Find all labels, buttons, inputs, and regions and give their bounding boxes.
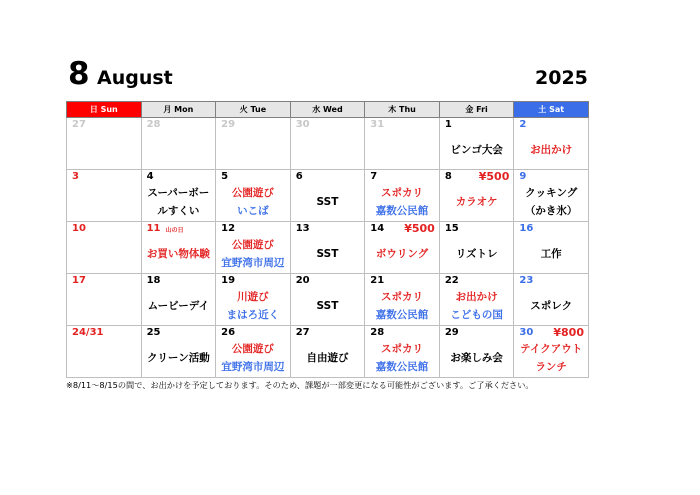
day-number: 18 — [146, 275, 161, 286]
day-cell — [216, 222, 291, 274]
month-number: 8 — [68, 56, 90, 92]
day-number: 24/31 — [72, 327, 104, 338]
event-lines — [440, 184, 514, 219]
day-cell — [67, 326, 142, 378]
day-number: 30 — [519, 327, 534, 338]
day-number: 31 — [370, 119, 385, 130]
day-number: 15 — [444, 223, 459, 234]
day-number: 26 — [221, 327, 236, 338]
year: 2025 — [535, 67, 588, 89]
event-title: スポレク — [530, 299, 573, 312]
day-number: 8 — [444, 171, 452, 182]
weekday-sun: 日 Sun — [67, 102, 142, 118]
event-title: 工作 — [540, 247, 562, 260]
day-number: 23 — [519, 275, 534, 286]
event-lines — [291, 184, 365, 219]
day-number: 7 — [370, 171, 378, 182]
event-lines — [291, 236, 365, 271]
weekday-thu: 木 Thu — [365, 102, 440, 118]
event-title: 公園遊び — [231, 342, 274, 355]
event-lines — [365, 288, 439, 323]
day-cell — [439, 118, 514, 170]
event-lines — [365, 236, 439, 271]
price-label: ¥500 — [404, 222, 435, 235]
event-lines — [514, 236, 588, 271]
event-location: 宜野湾市周辺 — [221, 360, 285, 373]
day-cell — [290, 274, 365, 326]
day-cell — [439, 326, 514, 378]
event-title: ルすくい — [157, 204, 200, 217]
day-number: 16 — [519, 223, 534, 234]
day-cell — [141, 274, 216, 326]
day-number: 20 — [295, 275, 310, 286]
event-lines — [365, 340, 439, 375]
event-title: カラオケ — [455, 195, 498, 208]
day-cell — [514, 118, 589, 170]
event-lines — [216, 236, 290, 271]
event-title: スーパーボー — [147, 186, 210, 199]
week-row — [67, 170, 589, 222]
price-label: ¥500 — [478, 170, 510, 183]
event-location: いこば — [237, 204, 269, 217]
day-number: 27 — [295, 327, 310, 338]
event-lines — [291, 288, 365, 323]
day-number: 4 — [146, 171, 154, 182]
weekday-wed: 水 Wed — [290, 102, 365, 118]
event-lines — [291, 340, 365, 375]
event-lines — [440, 236, 514, 271]
day-cell — [216, 326, 291, 378]
price-label: ¥800 — [553, 326, 584, 339]
day-cell — [514, 326, 589, 378]
day-number: 1 — [444, 119, 452, 130]
day-number: 14 — [370, 223, 385, 234]
event-title: クリーン活動 — [146, 351, 210, 364]
day-cell — [216, 118, 291, 170]
event-title: （かき氷） — [524, 204, 578, 217]
event-title: SST — [316, 299, 339, 312]
day-cell — [141, 222, 216, 274]
day-cell — [365, 170, 440, 222]
footer-note: ※8/11～8/15の間で、お出かけを予定しております。そのため、課題が一部変更になる可能性がございます。ご了承ください。 — [66, 380, 534, 390]
day-number: 21 — [370, 275, 385, 286]
event-location: 宜野湾市周辺 — [221, 256, 285, 269]
day-cell — [365, 222, 440, 274]
day-number: 3 — [72, 171, 79, 182]
event-lines — [142, 340, 216, 375]
day-cell — [67, 170, 142, 222]
week-row — [67, 326, 589, 378]
event-lines — [142, 236, 216, 271]
event-lines — [514, 288, 588, 323]
day-cell — [439, 170, 514, 222]
day-number: 17 — [72, 275, 86, 286]
day-number: 19 — [221, 275, 236, 286]
day-number: 25 — [146, 327, 161, 338]
day-cell — [290, 326, 365, 378]
day-cell — [290, 222, 365, 274]
event-lines — [514, 340, 588, 375]
event-lines — [142, 288, 216, 323]
event-location: こどもの国 — [450, 308, 503, 321]
event-title: クッキング — [525, 186, 578, 199]
event-title: ビンゴ大会 — [450, 143, 503, 156]
event-title: 公園遊び — [231, 186, 274, 199]
month-name: August — [97, 67, 173, 89]
day-number: 22 — [444, 275, 459, 286]
day-cell — [216, 170, 291, 222]
event-title: ムービーデイ — [147, 299, 209, 312]
day-number: 6 — [295, 171, 303, 182]
day-cell — [141, 326, 216, 378]
day-cell — [365, 326, 440, 378]
day-number: 29 — [444, 327, 459, 338]
day-number: 28 — [146, 119, 161, 130]
event-lines — [216, 288, 290, 323]
week-row — [67, 118, 589, 170]
event-lines — [440, 132, 514, 167]
event-title: お出かけ — [530, 143, 573, 156]
day-cell — [67, 274, 142, 326]
day-cell — [365, 118, 440, 170]
weekday-fri: 金 Fri — [439, 102, 514, 118]
holiday-label: 山の日 — [165, 227, 184, 234]
event-title: 川遊び — [237, 290, 269, 303]
event-title: 自由遊び — [306, 351, 349, 364]
day-number: 11 — [146, 223, 161, 234]
event-lines — [365, 184, 439, 219]
calendar-grid — [66, 101, 589, 378]
day-number: 2 — [519, 119, 527, 130]
day-number: 28 — [370, 327, 385, 338]
day-number: 29 — [221, 119, 236, 130]
event-location: 嘉数公民館 — [375, 308, 429, 321]
week-row — [67, 222, 589, 274]
day-cell — [290, 118, 365, 170]
day-cell — [67, 222, 142, 274]
event-lines — [216, 184, 290, 219]
event-location: まはろ近く — [226, 308, 280, 321]
event-lines — [142, 184, 216, 219]
day-cell — [216, 274, 291, 326]
event-title: テイクアウト — [520, 342, 583, 355]
day-cell — [290, 170, 365, 222]
day-number: 12 — [221, 223, 236, 234]
event-lines — [514, 132, 588, 167]
day-cell — [141, 170, 216, 222]
event-title: リズトレ — [455, 247, 498, 260]
day-cell — [67, 118, 142, 170]
event-lines — [440, 288, 514, 323]
day-cell — [365, 274, 440, 326]
day-cell — [141, 118, 216, 170]
day-cell — [439, 274, 514, 326]
event-title: SST — [316, 247, 339, 260]
day-cell — [514, 222, 589, 274]
day-number: 5 — [221, 171, 229, 182]
weekday-sat: 土 Sat — [514, 102, 589, 118]
event-title: スポカリ — [381, 342, 424, 355]
event-lines — [216, 340, 290, 375]
event-lines — [514, 184, 588, 219]
event-title: ボウリング — [375, 247, 429, 260]
event-title: お出かけ — [455, 290, 498, 303]
event-title: SST — [316, 195, 339, 208]
event-title: 公園遊び — [231, 238, 274, 251]
event-title: お買い物体験 — [146, 247, 210, 260]
event-lines — [440, 340, 514, 375]
event-location: 嘉数公民館 — [375, 360, 429, 373]
day-cell — [514, 170, 589, 222]
day-cell — [514, 274, 589, 326]
event-location: 嘉数公民館 — [375, 204, 429, 217]
day-number: 9 — [519, 171, 527, 182]
weekday-mon: 月 Mon — [141, 102, 216, 118]
event-title: スポカリ — [381, 186, 424, 199]
weekday-header-row — [67, 102, 589, 118]
day-number: 10 — [72, 223, 86, 234]
weekday-tue: 火 Tue — [216, 102, 291, 118]
day-number: 27 — [72, 119, 86, 130]
day-number: 13 — [295, 223, 310, 234]
week-row — [67, 274, 589, 326]
day-number: 30 — [295, 119, 310, 130]
day-cell — [439, 222, 514, 274]
event-title: ランチ — [535, 360, 567, 373]
event-title: お楽しみ会 — [450, 351, 503, 364]
event-title: スポカリ — [381, 290, 424, 303]
